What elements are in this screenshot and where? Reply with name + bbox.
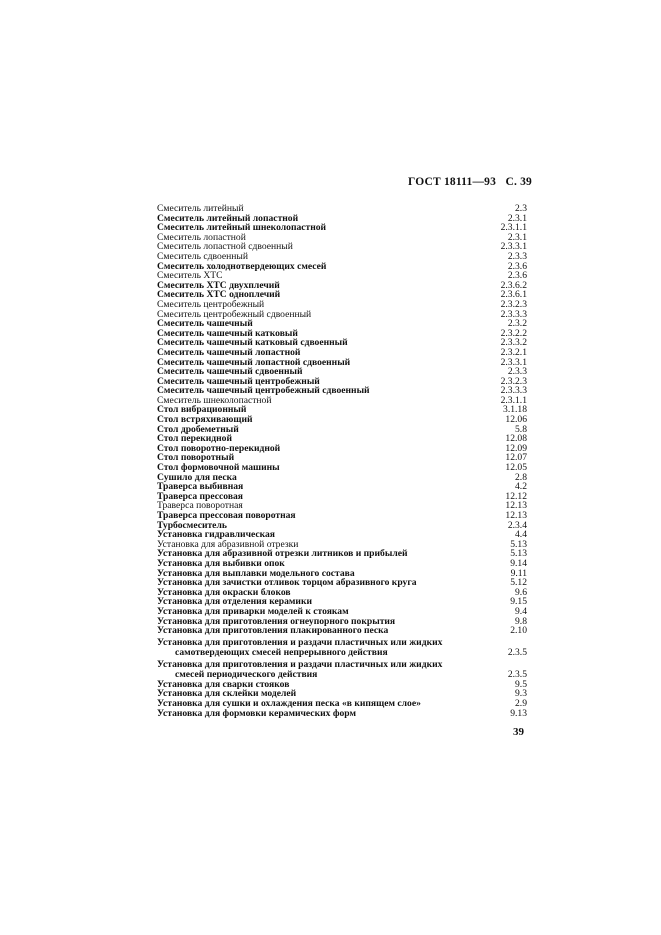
index-term-text: Смеситель чашечный центробежный	[157, 375, 320, 387]
index-term-text: Смеситель центробежный сдвоенный	[157, 308, 312, 320]
index-ref: 2.9	[515, 697, 527, 709]
index-ref: 3.1.18	[503, 404, 527, 416]
index-term-text: Смеситель холоднотвердеющих смесей	[157, 260, 327, 272]
index-ref: 2.3.5	[507, 669, 527, 681]
index-term-text: Траверса выбивная	[157, 481, 244, 493]
index-term-text: Смеситель литейный шнеколопастной	[157, 222, 327, 234]
index-term-text: Установка гидравлическая	[157, 529, 275, 541]
index-entry	[157, 660, 527, 680]
index-ref: 5.13	[510, 538, 527, 550]
index-ref: 9.11	[510, 567, 527, 579]
index-ref: 2.3	[515, 203, 527, 214]
index-term-text: Стол встряхивающий	[157, 414, 253, 426]
index-ref: 9.4	[515, 605, 527, 617]
index-ref: 5.13	[510, 548, 527, 560]
index-ref: 2.3.3.1	[500, 241, 527, 253]
index-term-text: Смеситель ХТС одноплечий	[157, 289, 281, 301]
index-entry	[157, 709, 527, 719]
index-term-text: Смеситель ХТС	[157, 270, 223, 282]
index-ref: 9.3	[515, 688, 527, 700]
index-ref: 12.06	[505, 414, 527, 426]
index-ref: 2.3.2.2	[500, 327, 527, 339]
index-ref: 4.2	[515, 481, 527, 493]
index-ref: 2.3.6	[507, 260, 527, 272]
index-ref: 9.6	[515, 586, 527, 598]
index-term-text: Стол поворотный	[157, 452, 235, 464]
term-index	[157, 204, 527, 718]
index-term-text: Установка для окраски блоков	[157, 586, 291, 598]
index-term-continuation: смесей периодического действия	[175, 668, 318, 680]
index-ref: 12.13	[505, 510, 527, 521]
index-term-text: Установка для приварки моделей к стоякам	[157, 605, 349, 617]
index-ref: 2.3.3	[507, 250, 527, 262]
index-term-text: Стол формовочной машины	[157, 462, 280, 474]
index-term-text: Установка для приготовления плакированного песка	[157, 625, 389, 637]
index-entry	[157, 638, 527, 658]
index-ref: 9.8	[515, 615, 527, 627]
index-term-text: Траверса прессовая поворотная	[157, 510, 296, 521]
index-ref: 2.3.3.1	[500, 356, 527, 368]
index-term-text: Смеситель шнеколопастной	[157, 394, 272, 406]
index-term-text: Смеситель литейный	[157, 203, 244, 214]
index-ref: 5.12	[510, 577, 527, 589]
index-ref: 12.05	[505, 462, 527, 474]
index-ref: 12.12	[505, 490, 527, 502]
index-ref: 2.3.1.1	[500, 222, 527, 234]
index-ref: 2.3.6	[507, 270, 527, 282]
index-ref: 2.3.6.1	[500, 289, 527, 301]
index-ref: 2.3.3.3	[500, 385, 527, 397]
index-ref: 2.8	[515, 471, 527, 483]
index-term-text: Установка для формовки керамических форм	[157, 707, 356, 719]
index-term-text: Смеситель чашечный центробежный сдвоенный	[157, 385, 370, 397]
index-term-text: Смеситель чашечный катковый сдвоенный	[157, 337, 348, 349]
index-term-text: Траверса поворотная	[157, 500, 243, 512]
index-ref: 2.10	[510, 625, 527, 637]
page-header	[408, 176, 532, 188]
index-term-text: Смеситель центробежный	[157, 298, 265, 310]
index-ref: 9.14	[510, 557, 527, 569]
index-term	[157, 709, 356, 719]
index-term	[157, 638, 457, 658]
index-term-text: Установка для приготовления и раздачи пластичных или жидких	[157, 658, 443, 670]
standard-code: ГОСТ 18111—93	[408, 176, 497, 188]
index-term-continuation: самотвердеющих смесей непрерывного действия	[175, 646, 388, 658]
index-ref: 4.4	[515, 529, 527, 541]
index-term-text: Стол дробеметный	[157, 423, 239, 435]
index-term-text: Установка для сварки стояков	[157, 678, 290, 690]
index-term-text: Смеситель чашечный лопастной	[157, 346, 301, 358]
index-term-text: Смеситель чашечный катковый	[157, 327, 298, 339]
index-term-text: Установка для склейки моделей	[157, 688, 297, 700]
index-term-text: Стол вибрационный	[157, 404, 247, 416]
index-term-text: Смеситель чашечный	[157, 318, 253, 330]
index-term-text: Установка для отделения керамики	[157, 596, 313, 608]
index-term-text: Установка для приготовления огнеупорного покрытия	[157, 615, 396, 627]
index-term-text: Установка для выплавки модельного состава	[157, 567, 355, 579]
index-term-text: Смеситель чашечный лопастной сдвоенный	[157, 356, 351, 368]
index-term-text: Смеситель ХТС двухплечий	[157, 279, 280, 291]
index-entry	[157, 626, 527, 636]
index-ref: 9.15	[510, 596, 527, 608]
index-term-text: Смеситель литейный лопастной	[157, 212, 299, 224]
index-term-text: Стол перекидной	[157, 433, 232, 445]
index-ref: 2.3.2.3	[500, 375, 527, 387]
index-ref: 12.07	[505, 452, 527, 464]
index-ref: 2.3.3.3	[500, 308, 527, 320]
index-term-text: Смеситель чашечный сдвоенный	[157, 366, 303, 378]
index-ref: 2.3.1.1	[500, 394, 527, 406]
index-term-text: Турбосмеситель	[157, 519, 227, 531]
index-ref: 2.3.3.2	[500, 337, 527, 349]
index-ref: 5.8	[515, 423, 527, 435]
index-term-text: Сушило для песка	[157, 471, 237, 483]
index-term-text: Смеситель сдвоенный	[157, 250, 248, 262]
index-ref: 12.09	[505, 442, 527, 454]
index-ref: 2.3.4	[507, 519, 527, 531]
index-ref: 2.3.2.1	[500, 346, 527, 358]
page-label: С. 39	[505, 176, 532, 188]
index-ref: 2.3.1	[507, 231, 527, 243]
index-term-text: Стол поворотно-перекидной	[157, 442, 281, 454]
index-term-text: Установка для выбивки опок	[157, 557, 285, 569]
index-term-text: Траверса прессовая	[157, 490, 243, 502]
index-term-text: Установка для зачистки отливок торцом абразивного круга	[157, 577, 417, 589]
index-ref: 2.3.2.3	[500, 298, 527, 310]
index-ref: 2.3.6.2	[500, 279, 527, 291]
index-ref: 12.13	[505, 500, 527, 512]
index-term-text: Установка для абразивной отрезки	[157, 538, 299, 550]
index-ref: 2.3.2	[507, 318, 527, 330]
index-term	[157, 660, 457, 680]
page-number: 39	[513, 726, 524, 738]
index-term-text: Смеситель лопастной сдвоенный	[157, 241, 293, 253]
index-ref: 2.3.3	[507, 366, 527, 378]
index-ref: 2.3.5	[507, 647, 527, 659]
index-ref: 2.3.1	[507, 212, 527, 224]
index-term-text: Установка для абразивной отрезки литников и прибылей	[157, 548, 408, 560]
index-term-text: Установка для сушки и охлаждения песка «в кипящем слое»	[157, 697, 421, 709]
index-ref: 9.13	[510, 707, 527, 719]
index-ref: 9.5	[515, 678, 527, 690]
index-term	[157, 626, 388, 636]
index-term-text: Смеситель лопастной	[157, 231, 246, 243]
index-term-text: Установка для приготовления и раздачи пластичных или жидких	[157, 636, 443, 648]
index-ref: 12.08	[505, 433, 527, 445]
